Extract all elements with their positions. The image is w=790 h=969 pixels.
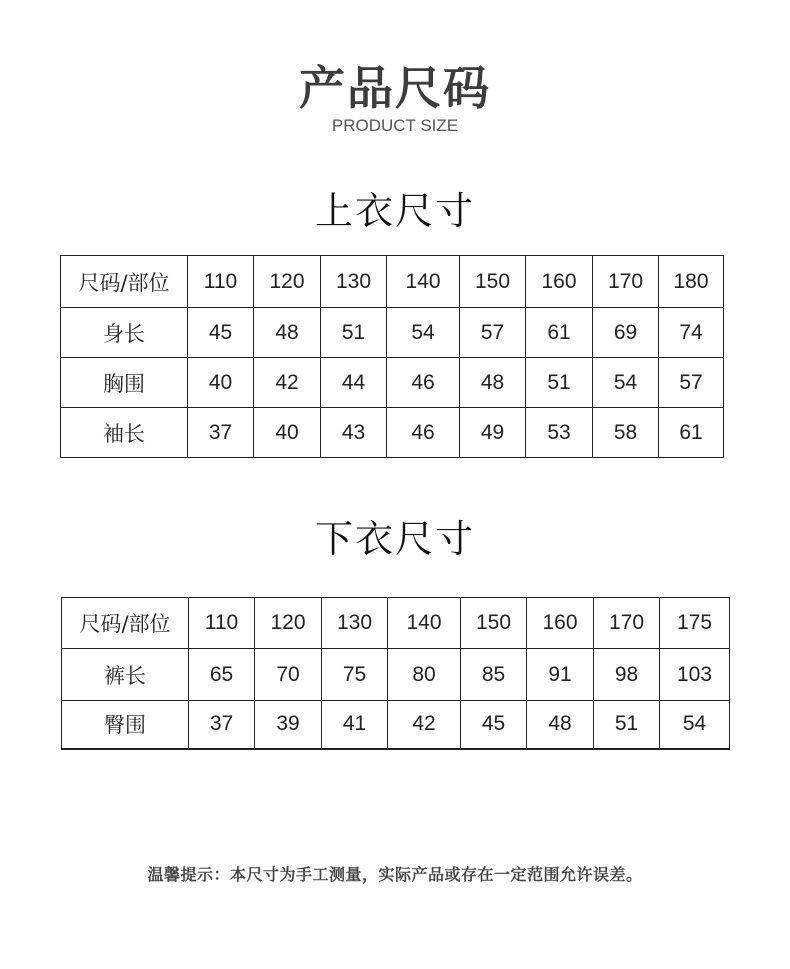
tops-size-table (60, 255, 724, 458)
measurement-value-cell: 61 (659, 408, 724, 458)
bottoms-section-title: 下衣尺寸 (314, 517, 475, 561)
size-header-cell: 140 (387, 256, 460, 308)
measurement-label-cell: 袖长 (61, 408, 188, 458)
measurement-value-cell: 37 (189, 701, 255, 749)
measurement-value-cell: 45 (188, 308, 254, 358)
measurement-label-cell: 裤长 (62, 649, 189, 701)
measurement-value-cell: 61 (526, 308, 593, 358)
size-header-cell: 130 (321, 256, 387, 308)
size-header-cell: 120 (255, 598, 322, 649)
measurement-note: 温馨提示：本尺寸为手工测量，实际产品或存在一定范围允许误差。 (147, 865, 643, 884)
measurement-value-cell: 48 (460, 358, 526, 408)
measurement-value-cell: 57 (460, 308, 526, 358)
measurement-value-cell: 48 (254, 308, 321, 358)
measurement-value-cell: 51 (526, 358, 593, 408)
size-header-cell: 110 (189, 598, 255, 649)
measurement-value-cell: 69 (593, 308, 659, 358)
size-header-cell: 150 (461, 598, 527, 649)
size-header-cell: 120 (254, 256, 321, 308)
measurement-value-cell: 42 (388, 701, 461, 749)
size-header-cell: 175 (660, 598, 730, 649)
measurement-value-cell: 40 (254, 408, 321, 458)
page-subtitle: PRODUCT SIZE (331, 116, 459, 135)
measurement-value-cell: 74 (659, 308, 724, 358)
measurement-value-cell: 58 (593, 408, 659, 458)
size-header-cell: 170 (593, 256, 659, 308)
measurement-value-cell: 51 (594, 701, 660, 749)
measurement-value-cell: 75 (322, 649, 388, 701)
measurement-value-cell: 70 (255, 649, 322, 701)
table-row (61, 408, 724, 458)
measurement-value-cell: 44 (321, 358, 387, 408)
measurement-label-cell: 身长 (61, 308, 188, 358)
measurement-value-cell: 45 (461, 701, 527, 749)
measurement-value-cell: 41 (322, 701, 388, 749)
bottoms-header-row (62, 598, 730, 649)
tops-table-body (61, 256, 724, 458)
size-header-cell: 110 (188, 256, 254, 308)
measurement-value-cell: 103 (660, 649, 730, 701)
measurement-value-cell: 49 (460, 408, 526, 458)
tops-header-row (61, 256, 724, 308)
size-header-cell: 130 (322, 598, 388, 649)
measurement-value-cell: 42 (254, 358, 321, 408)
measurement-value-cell: 46 (387, 408, 460, 458)
measurement-value-cell: 43 (321, 408, 387, 458)
table-row (61, 308, 724, 358)
measurement-value-cell: 91 (527, 649, 594, 701)
measurement-label-cell: 胸围 (61, 358, 188, 408)
measurement-value-cell: 57 (659, 358, 724, 408)
bottoms-table-body (62, 598, 730, 749)
size-header-cell: 170 (594, 598, 660, 649)
measurement-value-cell: 54 (593, 358, 659, 408)
size-header-cell: 160 (527, 598, 594, 649)
table-row (62, 649, 730, 701)
measurement-value-cell: 85 (461, 649, 527, 701)
measurement-value-cell: 39 (255, 701, 322, 749)
size-header-cell: 150 (460, 256, 526, 308)
header-corner-cell: 尺码/部位 (61, 256, 188, 308)
measurement-value-cell: 53 (526, 408, 593, 458)
size-header-cell: 140 (388, 598, 461, 649)
header-corner-cell: 尺码/部位 (62, 598, 189, 649)
tops-section-title: 上衣尺寸 (314, 189, 475, 233)
measurement-value-cell: 80 (388, 649, 461, 701)
measurement-value-cell: 48 (527, 701, 594, 749)
bottoms-size-table (61, 597, 730, 750)
table-row (61, 358, 724, 408)
measurement-value-cell: 65 (189, 649, 255, 701)
page-title: 产品尺码 (299, 61, 491, 115)
measurement-value-cell: 51 (321, 308, 387, 358)
measurement-label-cell: 臀围 (62, 701, 189, 749)
measurement-value-cell: 37 (188, 408, 254, 458)
measurement-value-cell: 54 (387, 308, 460, 358)
measurement-value-cell: 98 (594, 649, 660, 701)
size-header-cell: 180 (659, 256, 724, 308)
measurement-value-cell: 40 (188, 358, 254, 408)
measurement-value-cell: 46 (387, 358, 460, 408)
size-header-cell: 160 (526, 256, 593, 308)
measurement-value-cell: 54 (660, 701, 730, 749)
table-row (62, 701, 730, 749)
